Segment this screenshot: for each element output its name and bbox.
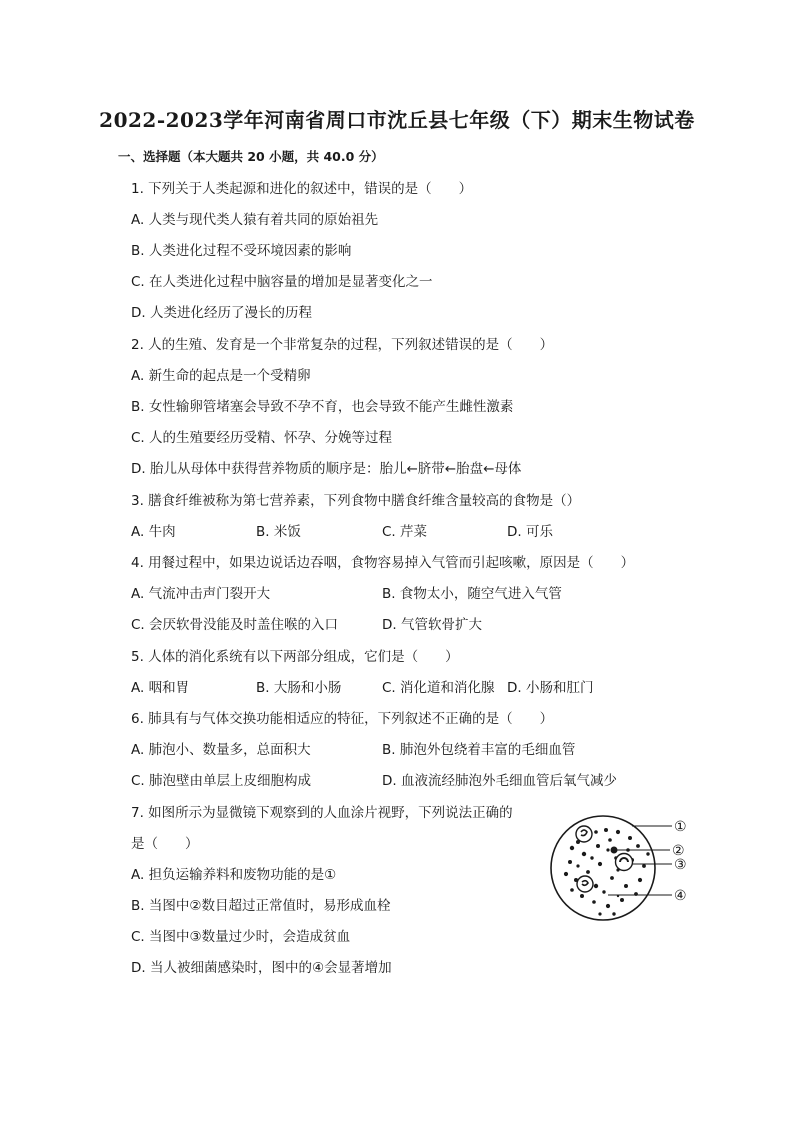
question-1-option-a: A. 人类与现代类人猿有着共同的原始祖先 xyxy=(131,212,379,228)
question-7-stem-continued: 是（ ） xyxy=(131,836,199,852)
question-5-option-a: A. 咽和胃 xyxy=(131,680,190,696)
figure-label-4: ④ xyxy=(674,888,687,904)
question-3-option-c: C. 芹菜 xyxy=(382,524,428,540)
question-5-option-c: C. 消化道和消化腺 xyxy=(382,680,495,696)
question-1-option-b: B. 人类进化过程不受环境因素的影响 xyxy=(131,243,352,259)
exam-title: 2022-2023学年河南省周口市沈丘县七年级（下）期末生物试卷 xyxy=(99,108,695,132)
blood-smear-figure xyxy=(548,806,698,928)
question-3-option-a: A. 牛肉 xyxy=(131,524,176,540)
question-2-option-b: B. 女性输卵管堵塞会导致不孕不育，也会导致不能产生雌性激素 xyxy=(131,399,514,415)
question-3-option-d: D. 可乐 xyxy=(507,524,553,540)
question-2-option-d: D. 胎儿从母体中获得营养物质的顺序是：胎儿←脐带←胎盘←母体 xyxy=(131,461,522,477)
question-1-option-c: C. 在人类进化过程中脑容量的增加是显著变化之一 xyxy=(131,274,433,290)
question-2-stem: 2. 人的生殖、发育是一个非常复杂的过程，下列叙述错误的是（ ） xyxy=(131,337,554,353)
question-5-stem: 5. 人体的消化系统有以下两部分组成，它们是（ ） xyxy=(131,649,459,665)
question-6-stem: 6. 肺具有与气体交换功能相适应的特征，下列叙述不正确的是（ ） xyxy=(131,711,554,727)
question-3-option-b: B. 米饭 xyxy=(256,524,301,540)
question-4-option-d: D. 气管软骨扩大 xyxy=(382,617,482,633)
question-2-option-c: C. 人的生殖要经历受精、怀孕、分娩等过程 xyxy=(131,430,393,446)
question-7-option-d: D. 当人被细菌感染时，图中的④会显著增加 xyxy=(131,960,392,976)
microscope-field-circle xyxy=(551,816,655,920)
figure-label-1: ① xyxy=(674,819,687,835)
question-7-option-b: B. 当图中②数目超过正常值时，易形成血栓 xyxy=(131,898,391,914)
question-7-option-c: C. 当图中③数量过少时，会造成贫血 xyxy=(131,929,351,945)
question-6-option-d: D. 血液流经肺泡外毛细血管后氧气减少 xyxy=(382,773,617,789)
question-2-option-a: A. 新生命的起点是一个受精卵 xyxy=(131,368,311,384)
section-heading: 一、选择题（本大题共 20 小题，共 40.0 分） xyxy=(118,149,384,164)
question-6-option-a: A. 肺泡小、数量多，总面积大 xyxy=(131,742,311,758)
figure-label-3: ③ xyxy=(674,857,687,873)
question-7-stem: 7. 如图所示为显微镜下观察到的人血涂片视野，下列说法正确的 xyxy=(131,805,513,821)
question-5-option-d: D. 小肠和肛门 xyxy=(507,680,594,696)
question-4-stem: 4. 用餐过程中，如果边说话边吞咽，食物容易掉入气管而引起咳嗽，原因是（ ） xyxy=(131,555,635,571)
question-6-option-b: B. 肺泡外包绕着丰富的毛细血管 xyxy=(382,742,576,758)
question-4-option-b: B. 食物太小，随空气进入气管 xyxy=(382,586,562,602)
question-6-option-c: C. 肺泡壁由单层上皮细胞构成 xyxy=(131,773,312,789)
figure-label-2: ② xyxy=(672,843,685,859)
question-5-option-b: B. 大肠和小肠 xyxy=(256,680,342,696)
question-7-option-a: A. 担负运输养料和废物功能的是① xyxy=(131,867,337,883)
question-4-option-c: C. 会厌软骨没能及时盖住喉的入口 xyxy=(131,617,339,633)
question-1-stem: 1. 下列关于人类起源和进化的叙述中，错误的是（ ） xyxy=(131,181,473,197)
question-4-option-a: A. 气流冲击声门裂开大 xyxy=(131,586,271,602)
question-3-stem: 3. 膳食纤维被称为第七营养素，下列食物中膳食纤维含量较高的食物是（） xyxy=(131,493,581,509)
question-1-option-d: D. 人类进化经历了漫长的历程 xyxy=(131,305,312,321)
